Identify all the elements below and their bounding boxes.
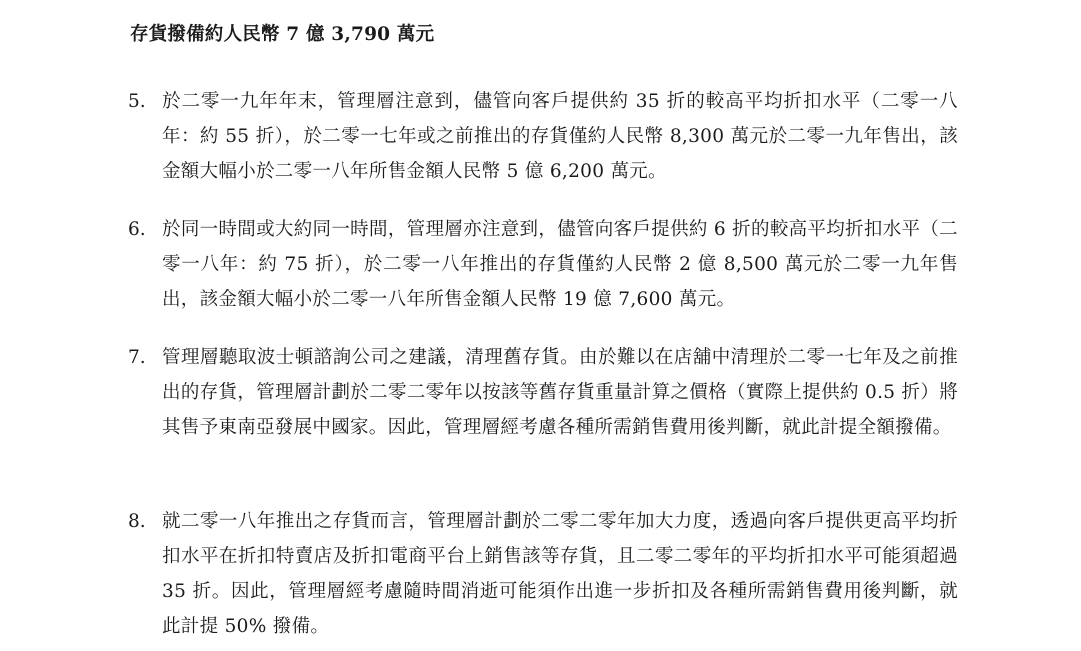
list-item bbox=[128, 84, 958, 189]
item-number: 8. bbox=[128, 511, 146, 532]
item-paragraph: 管理層聽取波士頓諮詢公司之建議，清理舊存貨。由於難以在店舖中清理於二零一七年及之前推出的存貨，管理層計劃於二零二零年以按該等舊存貨重量計算之價格（實際上提供約 0.5 折）將其售予東南亞發展中國家。因此，管理層經考慮各種所需銷售費用後判斷，就此計提全額撥備。 bbox=[162, 347, 958, 438]
item-paragraph: 於同一時間或大約同一時間，管理層亦注意到，儘管向客戶提供約 6 折的較高平均折扣水平（二零一八年：約 75 折），於二零一八年推出的存貨僅約人民幣 2 億 8,500 萬元於二零一九年售出，該金額大幅小於二零一八年所售金額人民幣 19 億 7,600 萬元。 bbox=[162, 219, 958, 310]
list-item bbox=[128, 504, 958, 644]
section-heading: 存貨撥備約人民幣 7 億 3,790 萬元 bbox=[130, 24, 435, 45]
item-paragraph: 於二零一九年年末，管理層注意到，儘管向客戶提供約 35 折的較高平均折扣水平（二零一八年：約 55 折），於二零一七年或之前推出的存貨僅約人民幣 8,300 萬元於二零一九年售出，該金額大幅小於二零一八年所售金額人民幣 5 億 6,200 萬元。 bbox=[162, 91, 958, 182]
list-item bbox=[128, 340, 958, 445]
item-paragraph: 就二零一八年推出之存貨而言，管理層計劃於二零二零年加大力度，透過向客戶提供更高平均折扣水平在折扣特賣店及折扣電商平台上銷售該等存貨，且二零二零年的平均折扣水平可能須超過 35 折。因此，管理層經考慮隨時間消逝可能須作出進一步折扣及各種所需銷售費用後判斷，就此計提 50% 撥備。 bbox=[162, 511, 958, 637]
item-number: 6. bbox=[128, 219, 146, 240]
item-number: 7. bbox=[128, 347, 146, 368]
list-item bbox=[128, 212, 958, 317]
item-number: 5. bbox=[128, 91, 146, 112]
